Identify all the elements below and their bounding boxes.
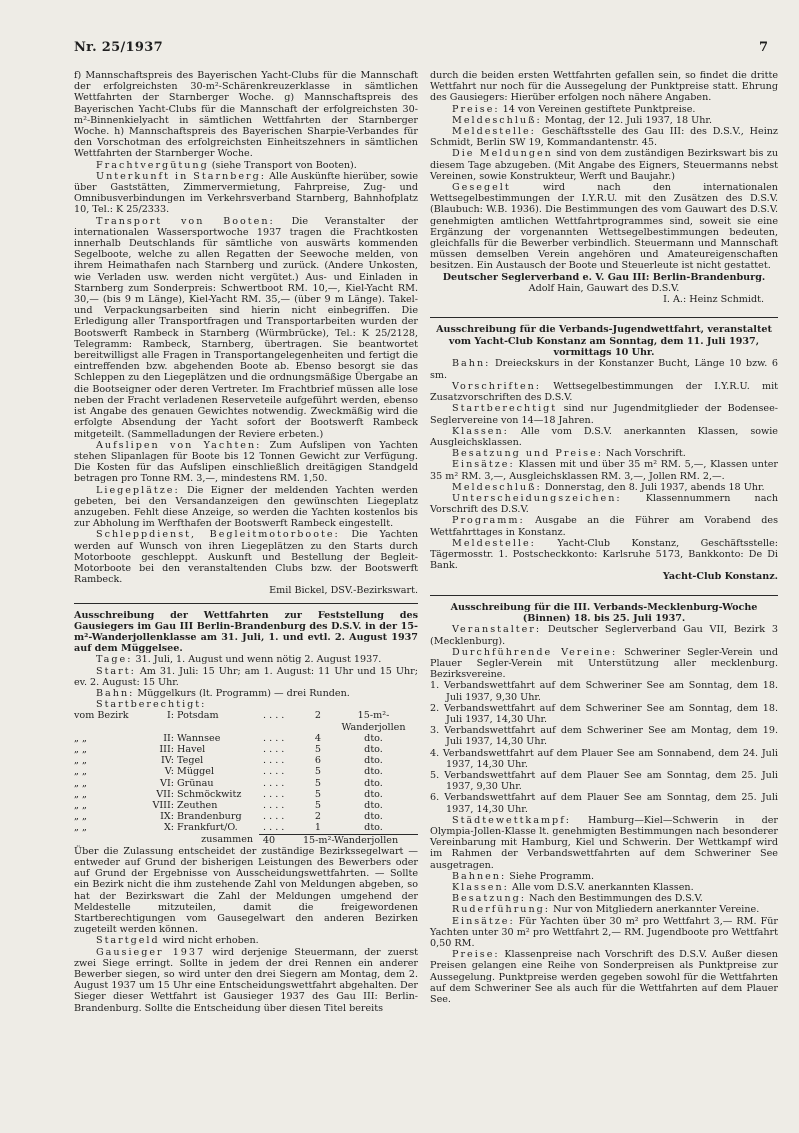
start-count: 6 — [314, 755, 321, 767]
text: Klassennummern nach Vorschrift des D.S.V. — [430, 492, 778, 516]
start-count: 2 — [314, 811, 321, 823]
label: Start: — [96, 665, 136, 677]
text: Ausgabe an die Führer am Vorabend des Wettfahrttages in Konstanz. — [430, 515, 778, 538]
boat-class: dto. — [364, 811, 383, 823]
district-name: Brandenburg — [177, 811, 242, 823]
paragraph-zulassung: Über die Zulassung entscheidet der zuständige Bezirkssegelwart — entweder auf Grund der bisherigen Leistungen des Bewerbers oder auf Grund der Ergebnisse von Ausscheidungswettfahrten. — Sollte ein Bezirk nicht die ihm zustehende Zahl von Meldungen abgeben, so hat der Bezirkswart die Zahl der Meldungen umgehend der Meldestelle mitzuteilen, damit die freigewordenen Startberechtigungen vom Gausegelwart den anderen Bezirken zugeteilt werden können. — [74, 845, 418, 936]
list-item: 6. Verbandswettfahrt auf dem Plauer See am Sonntag, dem 25. Juli 1937, 14,30 Uhr. — [430, 792, 778, 815]
district-number: II: — [163, 732, 174, 744]
text: Müggelkurs (lt. Programm) — drei Runden. — [134, 687, 350, 699]
paragraph-meldungen — [430, 148, 778, 182]
district-prefix: „ „ — [74, 800, 87, 811]
district-number: X: — [163, 822, 174, 834]
text: Wettsegelbestimmungen der I.Y.R.U. mit Zusatzvorschriften des D.S.V. — [430, 380, 778, 404]
heading-startberechtigt: Startberechtigt: — [96, 699, 207, 711]
paragraph-besatzung-preise — [430, 448, 778, 459]
district-prefix: „ „ — [74, 743, 87, 755]
total-count: 40 — [259, 834, 283, 846]
start-count: 1 — [314, 822, 321, 834]
label: Ruderführung: — [452, 904, 551, 916]
list-item: 4. Verbandswettfahrt auf dem Plauer See am Sonnabend, dem 24. Juli 1937, 14,30 Uhr. — [430, 747, 778, 770]
start-count: 5 — [314, 766, 321, 778]
district-name: Schmöckwitz — [177, 788, 242, 800]
text: Nach Vorschrift. — [603, 448, 686, 460]
text: Klassen mit und über 35 m² RM. 5,—, Klassen unter 35 m² RM. 3,—, Ausgleichsklassen RM. 3,—, Jollen RM. 2,—. — [430, 459, 778, 482]
table-row — [74, 733, 418, 744]
label: Unterscheidungszeichen: — [452, 492, 622, 504]
start-count: 2 — [314, 710, 321, 722]
text: wird derjenige Steuermann, der zuerst zwei Siege erringt. Sollte in jedem der drei Rennen ein anderer Bewerber siegen, so wird unter den drei Siegern am Montag, dem 2. August 1937 um 15 Uhr eine Entscheidungswettfahrt abgehalten. Der Sieger dieser Wettfahrt ist Gausieger 1937 des Gau III: Berlin-Brandenburg. Sollte die Entscheidung über diesen Titel bereits — [74, 946, 418, 1014]
text: Deutscher Seglerverband Gau VII, Bezirk 3 (Mecklenburg). — [430, 624, 778, 647]
text: Alle vom D.S.V. anerkannten Klassen, sowie Ausgleichsklassen. — [430, 425, 778, 448]
label: Startberechtigt — [452, 403, 558, 415]
left-column — [74, 70, 418, 1014]
dot-leader: . . . . — [263, 811, 285, 823]
label: Städtewettkampf: — [452, 814, 571, 826]
label: Tage: — [96, 654, 133, 666]
paragraph-unterscheidungszeichen — [430, 493, 778, 515]
district-prefix: „ „ — [74, 732, 87, 744]
dot-leader: . . . . — [263, 800, 285, 811]
district-prefix: „ „ — [74, 777, 87, 789]
list-item: 1. Verbandswettfahrt auf dem Schweriner See am Sonntag, dem 18. Juli 1937, 9,30 Uhr. — [430, 680, 778, 703]
text: Die Eigner der meldenden Yachten werden gebeten, bei den Versandanzeigen den gewünschten Liegeplatz anzugeben. Fehlt diese Anzeige, so werden die Yachten kostenlos bis zur Abholung im Werfthafen der Bootswerft Rambeck eingestellt. — [74, 484, 418, 530]
paragraph-liegeplaetze — [74, 485, 418, 530]
organisation-signature: Deutscher Seglerverband e. V. Gau III: Berlin-Brandenburg. — [442, 271, 766, 283]
paragraph-staedtewettkampf — [430, 815, 778, 871]
dot-leader: . . . . — [263, 766, 285, 778]
text: Alle vom D.S.V. anerkannten Klassen. — [508, 882, 694, 894]
text: (siehe Transport von Booten). — [208, 159, 357, 171]
label: Meldestelle: — [452, 537, 536, 549]
text: Donnerstag, den 8. Juli 1937, abends 18 Uhr. — [541, 481, 765, 493]
paragraph-programm — [430, 515, 778, 537]
text: Am 31. Juli: 15 Uhr; am 1. August: 11 Uhr und 15 Uhr; ev. 2. August: 15 Uhr. — [74, 665, 418, 688]
paragraph-gesegelt — [430, 182, 778, 272]
boat-class: dto. — [364, 732, 383, 744]
district-total — [74, 834, 418, 846]
right-column — [430, 70, 778, 1005]
paragraph-frachtverguetung — [74, 160, 418, 171]
dot-leader: . . . . — [263, 710, 285, 722]
signature-bickel: Emil Bickel, DSV.-Bezirkswart. — [269, 585, 418, 597]
paragraph-preise — [430, 104, 778, 115]
district-prefix: vom Bezirk — [74, 710, 129, 722]
label: Startgeld — [96, 935, 160, 947]
boat-class: dto. — [364, 777, 383, 789]
label: Transport von Booten: — [96, 215, 275, 227]
dot-leader: . . . . — [263, 755, 285, 767]
text: Dreieckskurs in der Konstanzer Bucht, Länge 10 bzw. 6 sm. — [430, 358, 778, 381]
text: Montag, der 12. Juli 1937, 18 Uhr. — [541, 114, 712, 126]
label: Veranstalter: — [452, 624, 542, 636]
label: Einsätze: — [452, 915, 515, 927]
boat-class: dto. — [364, 800, 383, 811]
district-name: Havel — [177, 743, 206, 755]
text: Die Veranstalter der internationalen Wassersportwoche 1937 tragen die Frachtkosten innerhalb Deutschlands für sämtliche von auswärts kommenden Segelboote, welche zu allen Regatten der Seewoche melden, von ihrem Heimathafen nach Starnberg und zurück. (Andere Unkosten, wie Verladen usw. werden nicht vergütet.) Aus- und Einladen in Starnberg zum Sonderpreis: Schwertboot RM. 10,—, Kiel-Yacht RM. 30,— (bis 9 m Länge), Kiel-Yacht RM. 35,— (über 9 m Länge). Takel- und Verpackungsarbeiten sind hierin nicht einbegriffen. Die Erledigung aller Transportfragen und Transportarbeiten wurden der Bootswerft Rambeck in Starnberg (Würmbrücke), Tel.: K 25/2128, Telegramm: Rambeck, Starnberg, übertragen. Sie beantwortet bereitwilligst alle Fragen in Transportangelegenheiten und fertigt die eintreffenden bzw. abgehenden Boote ab. Ebenso besorgt sie das Schleppen zu den Liegeplätzen und die ordnungsmäßige Übergabe an die Bootseigner oder deren Vertreter. Im Frachtbrief müssen alle lose neben der Fracht verladenen Reserveteile aufgeführt werden, ebenso ist Angabe des genauen Gewichtes notwendig. Zweckmäßig wird die erfolgte Absendung der Yacht sofort der Bootswerft Rambeck mitgeteilt. (Sammelladungen der Reviere erbeten.) — [74, 215, 419, 440]
district-number: VII: — [156, 788, 174, 800]
text: Nur von Mitgliedern anerkannter Vereine. — [550, 904, 760, 916]
label: Unterkunft in Starnberg: — [96, 170, 267, 182]
table-row — [74, 778, 418, 789]
label: Liegeplätze: — [96, 484, 180, 496]
table-row — [74, 789, 418, 800]
district-name: Wannsee — [177, 732, 221, 744]
label: Preise: — [452, 949, 500, 961]
paragraph-meldeschluss — [430, 482, 778, 493]
paragraph-gausieger — [74, 947, 418, 1014]
signature-schmidt: I. A.: Heinz Schmidt. — [663, 294, 764, 306]
district-number: IX: — [160, 811, 174, 823]
table-row — [74, 755, 418, 766]
district-table — [74, 710, 418, 833]
section-divider — [430, 595, 778, 596]
dot-leader: . . . . — [263, 743, 285, 755]
list-item: 3. Verbandswettfahrt auf dem Schweriner See am Montag, dem 19. Juli 1937, 14,30 Uhr. — [430, 725, 778, 748]
table-row — [74, 800, 418, 811]
section-heading-mecklenburg-woche: Ausschreibung für die III. Verbands-Mecklenburg-Woche (Binnen) 18. bis 25. Juli 1937. — [450, 601, 758, 624]
district-name: Zeuthen — [177, 800, 218, 811]
signature-yacht-club: Yacht-Club Konstanz. — [662, 571, 778, 583]
district-prefix: „ „ — [74, 755, 87, 767]
paragraph-start — [74, 666, 418, 688]
text: wird nach den internationalen Wettsegelbestimmungen der I.Y.R.U. mit den Zusätzen des D.S.V. (Blaubuch: W.B. 1936). Die Bestimmungen des vom Gauwart des D.S.V. genehmigten amtlichen Wettfahrtprogrammes sind, soweit sie eine Ergänzung der vorgenannten Wettsegelbestimmungen bedeuten, gleichfalls für die Bewerber verbindlich. Steuermann und Mannschaft müssen demselben Verein angehören und Amateureigenschaften besitzen. Ein Austausch der Boote und Steuerleute ist nicht gestattet. — [430, 182, 778, 272]
table-row — [74, 822, 418, 833]
label: Meldeschluß: — [452, 481, 542, 493]
paragraph-startberechtigt — [430, 403, 778, 425]
paragraph-preise — [430, 949, 778, 1005]
boat-class: dto. — [364, 788, 383, 800]
paragraph-aufslipen — [74, 440, 418, 485]
paragraph-tage — [74, 654, 418, 665]
total-row — [74, 834, 418, 846]
boat-class: 15-m²-Wanderjollen — [341, 710, 406, 733]
paragraph-einsaetze — [430, 916, 778, 950]
district-name: Grünau — [177, 777, 214, 789]
paragraph-unterkunft — [74, 171, 418, 216]
district-prefix: „ „ — [74, 811, 87, 823]
section-heading-jugendwettfahrt: Ausschreibung für die Verbands-Jugendwettfahrt, veranstaltet vom Yacht-Club Konstanz am Sonntag, dem 11. Juli 1937, vormittags 10 Uhr. — [436, 324, 772, 359]
label: Vorschriften: — [452, 380, 542, 392]
table-row — [74, 811, 418, 822]
table-row — [74, 710, 418, 732]
paragraph-meldestelle — [430, 126, 778, 148]
paragraph-continuation: durch die beiden ersten Wettfahrten gefallen sein, so findet die dritte Wettfahrt nur noch für die Aussegelung der Punktpreise statt. Ehrung des Gausiegers: Hierüber erfolgen noch nähere Angaben. — [430, 70, 778, 104]
boat-class: dto. — [364, 822, 383, 834]
text: wird nicht erhoben. — [159, 935, 259, 947]
paragraph-besatzung — [430, 893, 778, 904]
text: Siehe Programm. — [506, 870, 595, 882]
label: Besatzung: — [452, 893, 527, 905]
paragraph-transport — [74, 216, 418, 440]
text: Zum Aufslipen von Yachten stehen Slipanlagen für Boote bis 12 Tonnen Gewicht zur Verfügung. Die Kosten für das Aufslipen einschließlich dreitägigen Standgeld betragen pro Tonne RM. 3,—, mindestens RM. 1,50. — [74, 439, 418, 485]
text: sind nur Jugendmitglieder der Bodensee-Seglervereine von 14—18 Jahren. — [430, 403, 778, 426]
district-name: Müggel — [177, 766, 215, 778]
text: Yacht-Club Konstanz, Geschäftsstelle: Tägermosstr. 1. Postscheckkonto: Karlsruhe 5173, Bankkonto: De Di Bank. — [430, 537, 778, 572]
district-name: Frankfurt/O. — [177, 822, 238, 834]
race-list — [430, 680, 778, 814]
text: 14 von Vereinen gestiftete Punktpreise. — [499, 103, 696, 115]
label: Gesegelt — [452, 182, 511, 194]
paragraph-durchfuehrende-vereine — [430, 647, 778, 681]
start-count: 5 — [314, 788, 321, 800]
paragraph-klassen — [430, 426, 778, 448]
dot-leader: . . . . — [263, 822, 285, 834]
paragraph-bahn — [430, 358, 778, 380]
issue-number: Nr. 25/1937 — [74, 40, 163, 55]
district-number: IV: — [161, 755, 174, 767]
start-count: 5 — [314, 800, 321, 811]
section-divider — [74, 603, 418, 604]
label: Programm: — [452, 515, 525, 527]
page-number: 7 — [759, 40, 769, 55]
boat-class: dto. — [364, 755, 383, 767]
label: Frachtvergütung — [96, 159, 209, 171]
district-prefix: „ „ — [74, 822, 87, 834]
text: Für Yachten über 30 m² pro Wettfahrt 3,— RM. Für Yachten unter 30 m² pro Wettfahrt 2,— RM. Jugendboote pro Wettfahrt 0,50 RM. — [430, 915, 778, 950]
dot-leader: . . . . — [263, 788, 285, 800]
paragraph-startgeld — [74, 935, 418, 946]
label: Bahnen: — [452, 870, 507, 882]
paragraph-veranstalter — [430, 624, 778, 646]
table-row — [74, 766, 418, 777]
label: Meldeschluß: — [452, 114, 542, 126]
boat-class: dto. — [364, 743, 383, 755]
label: Schleppdienst, Begleitmotorboote: — [96, 529, 340, 541]
label: Preise: — [452, 103, 500, 115]
signature-hain: Adolf Hain, Gauwart des D.S.V. — [528, 282, 680, 294]
text: Schweriner Segler-Verein und Plauer Segler-Verein mit Unterstützung aller mecklenburg. Bezirksvereine. — [430, 646, 778, 681]
label: Die Meldungen — [452, 148, 553, 160]
text: 31. Juli, 1. August und wenn nötig 2. August 1937. — [132, 654, 382, 666]
district-name: Potsdam — [177, 710, 219, 722]
district-number: III: — [159, 743, 174, 755]
paragraph-bahn — [74, 688, 418, 699]
section-heading-gausieger: Ausschreibung der Wettfahrten zur Feststellung des Gausiegers im Gau III Berlin-Brandenburg des D.S.V. in der 15-m²-Wanderjollenklasse am 31. Juli, 1. und evtl. 2. August 1937 auf dem Müggelsee. — [74, 609, 418, 655]
dot-leader: . . . . — [263, 777, 285, 789]
start-count: 5 — [314, 743, 321, 755]
text: sind von dem zuständigen Bezirkswart bis zu diesem Tage abzugeben. (Mit Angabe des Eigners, Steuermanns nebst Vereinen, sowie Konstrukteur, Werft und Baujahr.) — [430, 148, 779, 182]
text: Klassenpreise nach Vorschrift des D.S.V. Außer diesen Preisen gelangen eine Reihe von Sonderpreisen als Punktpreise zur Aussegelung. Punktpreise werden gegeben sowohl für die Wettfahrten auf dem Schweriner See als auch für die Wettfahrten auf dem Plauer See. — [430, 949, 778, 1006]
text: Die Yachten werden auf Wunsch von ihren Liegeplätzen zu den Starts durch Motorboote geschleppt. Auskunft und Bestellung der Begleit-Motorboote bei den veranstaltenden Clubs bzw. der Bootswerft Rambeck. — [74, 529, 419, 586]
district-number: V: — [164, 766, 174, 778]
total-class: 15-m²-Wanderjollen — [283, 834, 418, 846]
district-number: VI: — [160, 777, 174, 789]
total-label: zusammen — [201, 834, 254, 846]
section-divider — [430, 317, 778, 318]
label: Durchführende Vereine: — [452, 646, 618, 658]
list-item: 5. Verbandswettfahrt auf dem Plauer See am Sonntag, dem 25. Juli 1937, 9,30 Uhr. — [430, 770, 778, 793]
boat-class: dto. — [364, 766, 383, 778]
label: Aufslipen von Yachten: — [96, 439, 262, 451]
paragraph-ruderfuehrung — [430, 904, 778, 915]
label: Klassen: — [452, 425, 509, 437]
paragraph-prizes: f) Mannschaftspreis des Bayerischen Yacht-Clubs für die Mannschaft der erfolgreichsten 30-m²-Schärenkreuzerklasse in sämtlichen Wettfahrten der Starnberger Woche. g) Mannschaftspreis des Bayerischen Yacht-Clubs für die Mannschaft der erfolgreichsten 30-m²-Binnenkielyacht in sämtlichen Wettfahrten der Starnberger Woche. h) Mannschaftspreis des Bayerischen Sharpie-Verbandes für den Vorschotman des erfolgreichsten Einheitszehners in sämtlichen Wettfahrten der Starnberger Woche. — [74, 70, 418, 160]
dot-leader: . . . . — [263, 732, 285, 744]
text: Hamburg—Kiel—Schwerin in der Olympia-Jollen-Klasse lt. genehmigten Bestimmungen nach besonderer Vereinbarung mit Hamburg, Kiel und Schwerin. Der Wettkampf wird im Rahmen der Verbandswettfahrten auf dem Schweriner See ausgetragen. — [430, 814, 778, 871]
district-number: VIII: — [152, 800, 174, 811]
label: Besatzung und Preise: — [452, 448, 603, 460]
paragraph-meldeschluss — [430, 115, 778, 126]
label: Klassen: — [452, 882, 509, 894]
district-prefix: „ „ — [74, 788, 87, 800]
paragraph-einsaetze — [430, 459, 778, 481]
label: Gausieger 1937 — [96, 946, 206, 958]
text: Alle Auskünfte hierüber, sowie über Gaststätten, Zimmervermietung, Fahrpreise, Zug- und Omnibusverbindungen im Verkehrsverband Starnberg, Bahnhofplatz 10, Tel.: K 25/2333. — [74, 170, 418, 216]
list-item: 2. Verbandswettfahrt auf dem Schweriner See am Sonntag, dem 18. Juli 1937, 14,30 Uhr. — [430, 702, 778, 725]
start-count: 4 — [314, 732, 321, 744]
label: Bahn: — [452, 358, 491, 370]
label: Meldestelle: — [452, 126, 536, 138]
paragraph-meldestelle — [430, 538, 778, 572]
district-name: Tegel — [177, 755, 204, 767]
text: Geschäftsstelle des Gau III: des D.S.V., Heinz Schmidt, Berlin SW 19, Kommandantenstr. 45. — [430, 126, 778, 149]
district-prefix: „ „ — [74, 766, 87, 778]
district-number: I: — [166, 710, 174, 722]
label: Bahn: — [96, 687, 135, 699]
paragraph-bahnen — [430, 871, 778, 882]
table-row — [74, 744, 418, 755]
paragraph-schleppdienst — [74, 529, 418, 585]
label: Einsätze: — [452, 459, 515, 471]
start-count: 5 — [314, 777, 321, 789]
text: Nach den Bestimmungen des D.S.V. — [526, 893, 703, 905]
paragraph-vorschriften — [430, 381, 778, 403]
paragraph-klassen — [430, 882, 778, 893]
